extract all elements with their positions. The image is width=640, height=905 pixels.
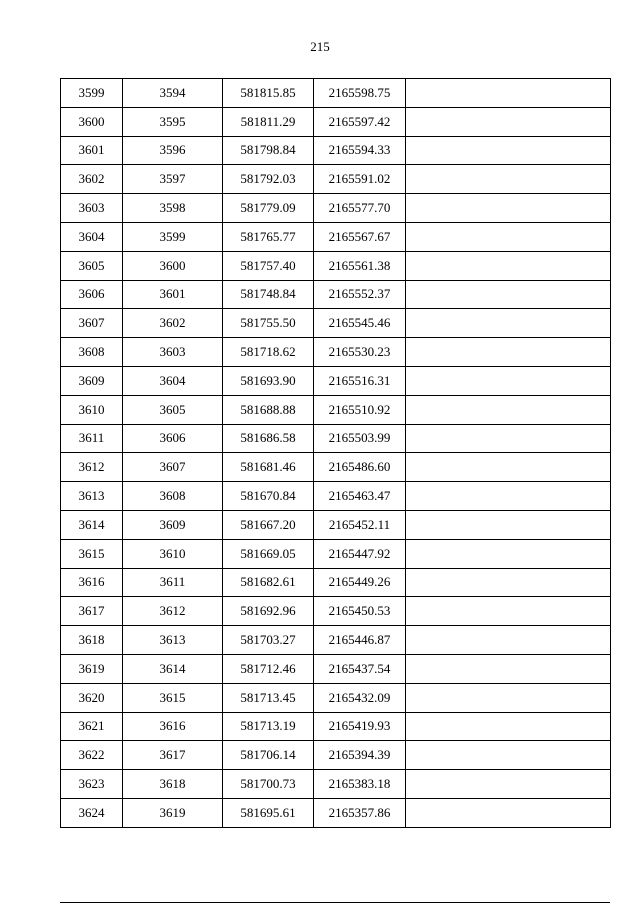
row-number-cell: 3601 [61, 136, 123, 165]
note-cell [406, 712, 611, 741]
row-number-cell: 3611 [61, 424, 123, 453]
row-number-cell: 3606 [61, 280, 123, 309]
row-number-cell: 3622 [61, 741, 123, 770]
table-row [61, 222, 611, 251]
point-number-cell: 3595 [123, 107, 223, 136]
note-cell [406, 338, 611, 367]
row-number-cell: 3599 [61, 79, 123, 108]
x-coordinate-cell: 581682.61 [223, 568, 314, 597]
note-cell [406, 453, 611, 482]
row-number-cell: 3624 [61, 798, 123, 827]
table-row [61, 712, 611, 741]
row-number-cell: 3617 [61, 597, 123, 626]
table-row [61, 366, 611, 395]
table-row [61, 798, 611, 827]
x-coordinate-cell: 581757.40 [223, 251, 314, 280]
note-cell [406, 597, 611, 626]
row-number-cell: 3619 [61, 654, 123, 683]
x-coordinate-cell: 581669.05 [223, 539, 314, 568]
y-coordinate-cell: 2165510.92 [314, 395, 406, 424]
table-row [61, 395, 611, 424]
point-number-cell: 3608 [123, 482, 223, 511]
point-number-cell: 3607 [123, 453, 223, 482]
table-row [61, 309, 611, 338]
y-coordinate-cell: 2165598.75 [314, 79, 406, 108]
note-cell [406, 626, 611, 655]
x-coordinate-cell: 581688.88 [223, 395, 314, 424]
y-coordinate-cell: 2165450.53 [314, 597, 406, 626]
row-number-cell: 3609 [61, 366, 123, 395]
note-cell [406, 770, 611, 799]
point-number-cell: 3596 [123, 136, 223, 165]
table-row [61, 251, 611, 280]
note-cell [406, 741, 611, 770]
x-coordinate-cell: 581703.27 [223, 626, 314, 655]
y-coordinate-cell: 2165446.87 [314, 626, 406, 655]
row-number-cell: 3618 [61, 626, 123, 655]
note-cell [406, 136, 611, 165]
x-coordinate-cell: 581700.73 [223, 770, 314, 799]
x-coordinate-cell: 581792.03 [223, 165, 314, 194]
x-coordinate-cell: 581798.84 [223, 136, 314, 165]
note-cell [406, 568, 611, 597]
x-coordinate-cell: 581692.96 [223, 597, 314, 626]
y-coordinate-cell: 2165552.37 [314, 280, 406, 309]
point-number-cell: 3597 [123, 165, 223, 194]
point-number-cell: 3609 [123, 510, 223, 539]
table-row [61, 194, 611, 223]
row-number-cell: 3610 [61, 395, 123, 424]
x-coordinate-cell: 581706.14 [223, 741, 314, 770]
y-coordinate-cell: 2165561.38 [314, 251, 406, 280]
y-coordinate-cell: 2165597.42 [314, 107, 406, 136]
note-cell [406, 798, 611, 827]
y-coordinate-cell: 2165591.02 [314, 165, 406, 194]
note-cell [406, 395, 611, 424]
x-coordinate-cell: 581815.85 [223, 79, 314, 108]
y-coordinate-cell: 2165567.67 [314, 222, 406, 251]
note-cell [406, 194, 611, 223]
x-coordinate-cell: 581670.84 [223, 482, 314, 511]
row-number-cell: 3605 [61, 251, 123, 280]
x-coordinate-cell: 581686.58 [223, 424, 314, 453]
row-number-cell: 3616 [61, 568, 123, 597]
note-cell [406, 79, 611, 108]
note-cell [406, 280, 611, 309]
y-coordinate-cell: 2165447.92 [314, 539, 406, 568]
row-number-cell: 3621 [61, 712, 123, 741]
coordinates-table [60, 78, 611, 828]
point-number-cell: 3611 [123, 568, 223, 597]
point-number-cell: 3617 [123, 741, 223, 770]
point-number-cell: 3594 [123, 79, 223, 108]
x-coordinate-cell: 581811.29 [223, 107, 314, 136]
y-coordinate-cell: 2165594.33 [314, 136, 406, 165]
point-number-cell: 3615 [123, 683, 223, 712]
note-cell [406, 683, 611, 712]
note-cell [406, 424, 611, 453]
row-number-cell: 3600 [61, 107, 123, 136]
row-number-cell: 3603 [61, 194, 123, 223]
note-cell [406, 510, 611, 539]
table-row [61, 107, 611, 136]
y-coordinate-cell: 2165486.60 [314, 453, 406, 482]
table-row [61, 136, 611, 165]
footer-rule [60, 902, 610, 903]
point-number-cell: 3599 [123, 222, 223, 251]
y-coordinate-cell: 2165419.93 [314, 712, 406, 741]
table-row [61, 568, 611, 597]
note-cell [406, 222, 611, 251]
table-row [61, 597, 611, 626]
x-coordinate-cell: 581693.90 [223, 366, 314, 395]
note-cell [406, 251, 611, 280]
y-coordinate-cell: 2165357.86 [314, 798, 406, 827]
note-cell [406, 366, 611, 395]
row-number-cell: 3612 [61, 453, 123, 482]
table-row [61, 626, 611, 655]
point-number-cell: 3606 [123, 424, 223, 453]
y-coordinate-cell: 2165449.26 [314, 568, 406, 597]
point-number-cell: 3614 [123, 654, 223, 683]
note-cell [406, 107, 611, 136]
point-number-cell: 3612 [123, 597, 223, 626]
table-row [61, 79, 611, 108]
x-coordinate-cell: 581712.46 [223, 654, 314, 683]
x-coordinate-cell: 581755.50 [223, 309, 314, 338]
note-cell [406, 309, 611, 338]
point-number-cell: 3613 [123, 626, 223, 655]
point-number-cell: 3603 [123, 338, 223, 367]
table-row [61, 741, 611, 770]
row-number-cell: 3620 [61, 683, 123, 712]
x-coordinate-cell: 581713.19 [223, 712, 314, 741]
y-coordinate-cell: 2165577.70 [314, 194, 406, 223]
table-row [61, 770, 611, 799]
x-coordinate-cell: 581718.62 [223, 338, 314, 367]
table-row [61, 510, 611, 539]
row-number-cell: 3614 [61, 510, 123, 539]
row-number-cell: 3604 [61, 222, 123, 251]
note-cell [406, 482, 611, 511]
point-number-cell: 3610 [123, 539, 223, 568]
x-coordinate-cell: 581667.20 [223, 510, 314, 539]
x-coordinate-cell: 581765.77 [223, 222, 314, 251]
y-coordinate-cell: 2165530.23 [314, 338, 406, 367]
y-coordinate-cell: 2165516.31 [314, 366, 406, 395]
point-number-cell: 3600 [123, 251, 223, 280]
note-cell [406, 539, 611, 568]
row-number-cell: 3602 [61, 165, 123, 194]
x-coordinate-cell: 581779.09 [223, 194, 314, 223]
note-cell [406, 654, 611, 683]
table-row [61, 338, 611, 367]
y-coordinate-cell: 2165394.39 [314, 741, 406, 770]
y-coordinate-cell: 2165545.46 [314, 309, 406, 338]
table-row [61, 654, 611, 683]
table-row [61, 453, 611, 482]
note-cell [406, 165, 611, 194]
coordinates-table-body [61, 79, 611, 828]
table-row [61, 539, 611, 568]
table-row [61, 482, 611, 511]
y-coordinate-cell: 2165432.09 [314, 683, 406, 712]
point-number-cell: 3601 [123, 280, 223, 309]
y-coordinate-cell: 2165437.54 [314, 654, 406, 683]
point-number-cell: 3602 [123, 309, 223, 338]
x-coordinate-cell: 581695.61 [223, 798, 314, 827]
y-coordinate-cell: 2165503.99 [314, 424, 406, 453]
point-number-cell: 3605 [123, 395, 223, 424]
row-number-cell: 3613 [61, 482, 123, 511]
y-coordinate-cell: 2165452.11 [314, 510, 406, 539]
x-coordinate-cell: 581713.45 [223, 683, 314, 712]
x-coordinate-cell: 581681.46 [223, 453, 314, 482]
point-number-cell: 3604 [123, 366, 223, 395]
point-number-cell: 3616 [123, 712, 223, 741]
row-number-cell: 3608 [61, 338, 123, 367]
row-number-cell: 3607 [61, 309, 123, 338]
y-coordinate-cell: 2165463.47 [314, 482, 406, 511]
table-row [61, 424, 611, 453]
row-number-cell: 3623 [61, 770, 123, 799]
page-number: 215 [310, 39, 330, 54]
point-number-cell: 3598 [123, 194, 223, 223]
y-coordinate-cell: 2165383.18 [314, 770, 406, 799]
point-number-cell: 3619 [123, 798, 223, 827]
point-number-cell: 3618 [123, 770, 223, 799]
x-coordinate-cell: 581748.84 [223, 280, 314, 309]
table-row [61, 280, 611, 309]
row-number-cell: 3615 [61, 539, 123, 568]
table-row [61, 683, 611, 712]
table-row [61, 165, 611, 194]
